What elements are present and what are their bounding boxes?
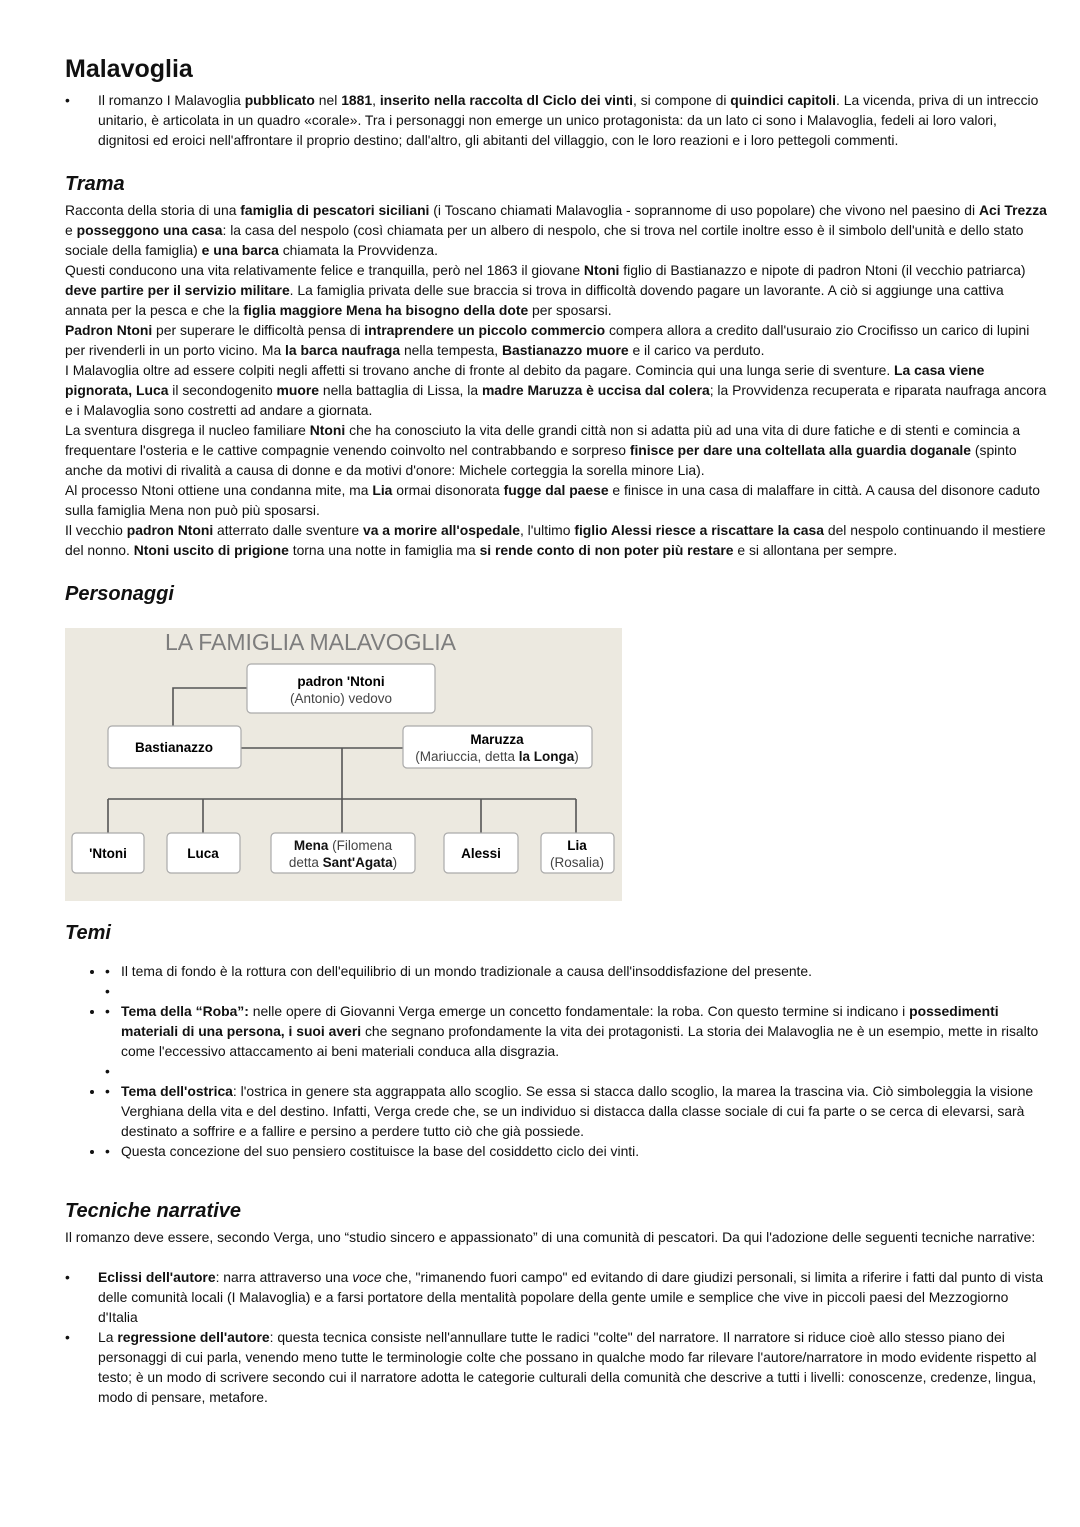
- text-run: Questa concezione del suo pensiero costituisce la base del cosiddetto ciclo dei vinti.: [121, 1143, 640, 1159]
- italic-run: voce: [352, 1269, 382, 1285]
- text-run: Il vecchio: [65, 522, 127, 538]
- text-run: il secondogenito: [168, 382, 277, 398]
- family-tree-figure: [65, 628, 622, 901]
- text-run: I Malavoglia oltre ad essere colpiti negli affetti si trovano anche di fronte al debito da pagare. Comincia qui una lunga serie di sventure.: [65, 362, 895, 378]
- text-run: per sposarsi.: [528, 302, 612, 318]
- temi-item: [105, 961, 1050, 981]
- text-run: : la casa del nespolo (così chiamata per un albero di nespolo, che si trova nel cortile inoltre esso è il simbolo dell'unità e dello stato sociale della famiglia): [65, 222, 1024, 258]
- text-run: . La vicenda, priva di un intreccio unitario, è articolata in un quadro «corale». Tra i personaggi non emerge un unico protagonista: da un lato ci sono i Malavoglia, fedeli ai loro valori, dignitosi ed eroici nell'affrontare il proprio destino; dall'altro, gli abitanti del villaggio, con le loro reazioni e i loro pettegoli commenti.: [98, 92, 1039, 148]
- node-ntoni: [72, 833, 144, 873]
- text-run: . La famiglia privata delle sue braccia si trova in difficoltà dovendo pagare un lavorante. A ciò si aggiunge una cattiva annata per la pesca e che la: [65, 282, 1004, 318]
- node-luca: [167, 833, 240, 873]
- bold-run: Eclissi dell'autore: [98, 1269, 216, 1285]
- mena-sub-a: (Filomena: [328, 838, 393, 853]
- family-tree-title: LA FAMIGLIA MALAVOGLIA: [165, 629, 457, 655]
- mena-line-1: [294, 838, 393, 853]
- connector-padron-bastianazzo: [173, 688, 247, 726]
- text-run: Il tema di fondo è la rottura con dell'equilibrio di un mondo tradizionale a causa dell'insoddisfazione del presente.: [121, 963, 813, 979]
- text-run: e il carico va perduto.: [628, 342, 765, 358]
- intro-paragraph: [65, 90, 1050, 150]
- temi-heading: Temi: [65, 922, 111, 944]
- bold-run: muore: [276, 382, 319, 398]
- bold-run: finisce per dare una coltellata alla guardia doganale: [629, 442, 972, 458]
- trama-paragraph: [65, 360, 1050, 420]
- trama-heading: Trama: [65, 173, 125, 195]
- text-run: ormai disonorata: [392, 482, 504, 498]
- bold-run: fugge dal paese: [503, 482, 609, 498]
- bold-run: possedimenti materiali di una persona, i suoi averi: [121, 1003, 999, 1039]
- text-run: nelle opere di Giovanni Verga emerge un concetto fondamentale: la roba. Con questo termine si indicano i: [248, 1003, 910, 1019]
- maruzza-sub: [415, 749, 579, 764]
- trama-paragraph: [65, 480, 1050, 520]
- node-padron-ntoni: [247, 664, 435, 713]
- bold-run: Tema dell'ostrica: [121, 1083, 233, 1099]
- node-mena: [271, 833, 415, 873]
- lia-sub: (Rosalia): [549, 855, 605, 870]
- node-lia: [541, 833, 614, 873]
- tecniche-intro: Il romanzo deve essere, secondo Verga, uno “studio sincero e appassionato” di una comunità di pescatori. Da qui l'adozione delle seguenti tecniche narrative:: [65, 1229, 1036, 1245]
- connector-children-drops: [108, 799, 576, 833]
- text-run: : questa tecnica consiste nell'annullare tutte le radici "colte" del narratore. Il narratore si riduce cioè allo stesso piano dei personaggi di cui parla, venendo meno tutte le terminologie colte che possano in qualche modo far rilevare l'autore/narratore in modo evidente rispetto al testo; è un modo di scrivere secondo cui il narratore adotta le categorie culturali della comunità che descrive a tutti i livelli: conoscenze, credenze, lingua, modo di pensare, metafore.: [98, 1329, 1037, 1405]
- trama-paragraph: [65, 260, 1050, 320]
- bold-run: Bastianazzo muore: [502, 342, 629, 358]
- text-run: per superare le difficoltà pensa di: [152, 322, 365, 338]
- tecniche-list: [65, 1267, 1050, 1407]
- intro-list: [65, 90, 1050, 150]
- text-run: : l'ostrica in genere sta aggrappata allo scoglio. Se essa si stacca dallo scoglio, la marea la trascina via. Ciò simboleggia la visione Verghiana della vita e del destino. Infatti, Verga crede che, se un individuo si distacca dalla classe sociale di cui fa parte o se cerca di elevarsi, sarà destinato a soffrire e a fallire e persino a perdere tutto ciò che già possiede.: [121, 1083, 1034, 1139]
- text-run: La: [98, 1329, 118, 1345]
- text-run: torna una notte in famiglia ma: [288, 542, 480, 558]
- bold-run: madre Maruzza è uccisa dal colera: [481, 382, 710, 398]
- text-run: e si allontana per sempre.: [733, 542, 898, 558]
- text-run: nel: [314, 92, 342, 108]
- text-run: Al processo Ntoni ottiene una condanna mite, ma: [65, 482, 373, 498]
- maruzza-sub-c: ): [574, 749, 579, 764]
- maruzza-sub-a: (Mariuccia, detta: [415, 749, 519, 764]
- text-run: Questi conducono una vita relativamente felice e tranquilla, però nel 1863 il giovane: [65, 262, 584, 278]
- node-bastianazzo: [108, 726, 241, 768]
- trama-paragraph: [65, 200, 1050, 260]
- bold-run: pubblicato: [244, 92, 315, 108]
- alessi-name: Alessi: [461, 846, 501, 861]
- spacer: [105, 1061, 1050, 1081]
- node-maruzza: [403, 726, 592, 768]
- text-run: (i Toscano chiamati Malavoglia - soprannome di uso popolare) che vivono nel paesino di: [429, 202, 979, 218]
- text-run: che segnano profondamente la vita dei protagonisti. La storia dei Malavoglia ne è un esempio, mette in risalto come l'eccessivo attaccamento ai beni materiali conduca alla disgrazia.: [121, 1023, 1039, 1059]
- mena-sub-c: Sant'Agata: [322, 855, 393, 870]
- temi-item: [105, 1001, 1050, 1061]
- temi-item: [105, 1081, 1050, 1141]
- mena-sub-d: ): [392, 855, 398, 870]
- bold-run: va a morire all'ospedale: [362, 522, 520, 538]
- luca-name: Luca: [187, 846, 219, 861]
- bold-run: famiglia di pescatori siciliani: [240, 202, 430, 218]
- text-run: del nespolo continuando il mestiere del nonno.: [65, 522, 1046, 558]
- bold-run: Ntoni uscito di prigione: [133, 542, 289, 558]
- padron-name: padron 'Ntoni: [297, 674, 385, 689]
- bold-run: quindici capitoli: [730, 92, 837, 108]
- text-run: (spinto anche da motivi di rivalità a causa di donne e da motivi d'onore: Michele corteggia la sorella minore Lia).: [65, 442, 1017, 478]
- text-run: La sventura disgrega il nucleo familiare: [65, 422, 310, 438]
- maruzza-name: Maruzza: [470, 732, 524, 747]
- maruzza-sub-b: la Longa: [518, 749, 575, 764]
- bold-run: intraprendere un piccolo commercio: [364, 322, 606, 338]
- trama-paragraph: [65, 420, 1050, 480]
- trama-paragraph: [65, 320, 1050, 360]
- text-run: ,: [372, 92, 380, 108]
- text-run: ; la Provvidenza recuperata e riparata naufraga ancora e i Malavoglia sono costretti ad andare a giornata.: [65, 382, 1047, 418]
- text-run: e finisce in una casa di malaffare in città. A causa del disonore caduto sulla famiglia Mena non può più sposarsi.: [65, 482, 1040, 518]
- bold-run: padron Ntoni: [126, 522, 214, 538]
- padron-sub: (Antonio) vedovo: [289, 691, 393, 706]
- text-run: che, "rimanendo fuori campo" ed evitando di dare giudizi personali, si limita a riferire i fatti dal punto di vista delle comunità locali (I Malavoglia) e a farsi portatore della mentalità popolare della gente umile e semplice che vive in piccoli paesi del Mezzogiorno d'Italia: [98, 1269, 1044, 1325]
- bold-run: e una barca: [201, 242, 279, 258]
- text-run: compera allora a credito dall'usuraio zio Crocifisso un carico di lupini per rivenderli in un porto vicino. Ma: [65, 322, 1030, 358]
- text-run: figlio di Bastianazzo e nipote di padron Ntoni (il vecchio patriarca): [619, 262, 1026, 278]
- bold-run: deve partire per il servizio militare: [65, 282, 290, 298]
- text-run: e: [65, 222, 77, 238]
- bold-run: figlio Alessi riesce a riscattare la casa: [574, 522, 824, 538]
- trama-body: [65, 200, 1050, 560]
- tecniche-item: [65, 1267, 1050, 1327]
- bold-run: figlia maggiore Mena ha bisogno della dote: [243, 302, 529, 318]
- text-run: : narra attraverso una: [215, 1269, 353, 1285]
- tecniche-heading: Tecniche narrative: [65, 1200, 242, 1222]
- bold-run: Ntoni: [583, 262, 620, 278]
- mena-line-2: [289, 855, 397, 870]
- text-run: che ha conosciuto la vita delle grandi città non si adatta più ad una vita di dure fatiche e di stenti e comincia a frequentare l'osteria e le cattive compagnie venendo coinvolto nel contrabbando e sorpreso: [65, 422, 1021, 458]
- document-content: [65, 54, 1050, 1407]
- bold-run: la barca naufraga: [285, 342, 401, 358]
- text-run: nella battaglia di Lissa, la: [319, 382, 482, 398]
- temi-list: [65, 961, 1050, 1161]
- bold-run: regressione dell'autore: [117, 1329, 270, 1345]
- bold-run: Tema della “Roba”:: [121, 1003, 249, 1019]
- text-run: , l'ultimo: [519, 522, 575, 538]
- page-title: Malavoglia: [65, 55, 193, 83]
- bold-run: Padron Ntoni: [65, 322, 153, 338]
- text-run: Il romanzo I Malavoglia: [98, 92, 245, 108]
- tecniche-item: [65, 1327, 1050, 1407]
- text-run: atterrato dalle sventure: [213, 522, 363, 538]
- bold-run: Lia: [372, 482, 393, 498]
- text-run: chiamata la Provvidenza.: [278, 242, 438, 258]
- bastianazzo-name: Bastianazzo: [134, 740, 214, 755]
- lia-name: Lia: [567, 838, 587, 853]
- temi-item: [105, 1141, 1050, 1161]
- bold-run: Ntoni: [309, 422, 346, 438]
- personaggi-heading: Personaggi: [65, 583, 174, 605]
- bold-run: Aci Trezza: [978, 202, 1047, 218]
- text-run: Racconta della storia di una: [65, 202, 241, 218]
- bold-run: 1881: [341, 92, 373, 108]
- bold-run: si rende conto di non poter più restare: [479, 542, 734, 558]
- node-alessi: [444, 833, 518, 873]
- family-tree-diagram: [65, 628, 622, 901]
- text-run: nella tempesta,: [400, 342, 503, 358]
- spacer: [105, 981, 1050, 1001]
- text-run: , si compone di: [633, 92, 731, 108]
- bold-run: La casa viene pignorata, Luca: [65, 362, 985, 398]
- bold-run: posseggono una casa: [76, 222, 223, 238]
- bold-run: inserito nella raccolta dl Ciclo dei vinti: [379, 92, 633, 108]
- trama-paragraph: [65, 520, 1050, 560]
- mena-sub-b: detta: [288, 855, 323, 870]
- ntoni-name: 'Ntoni: [89, 846, 127, 861]
- mena-name: Mena: [293, 838, 329, 853]
